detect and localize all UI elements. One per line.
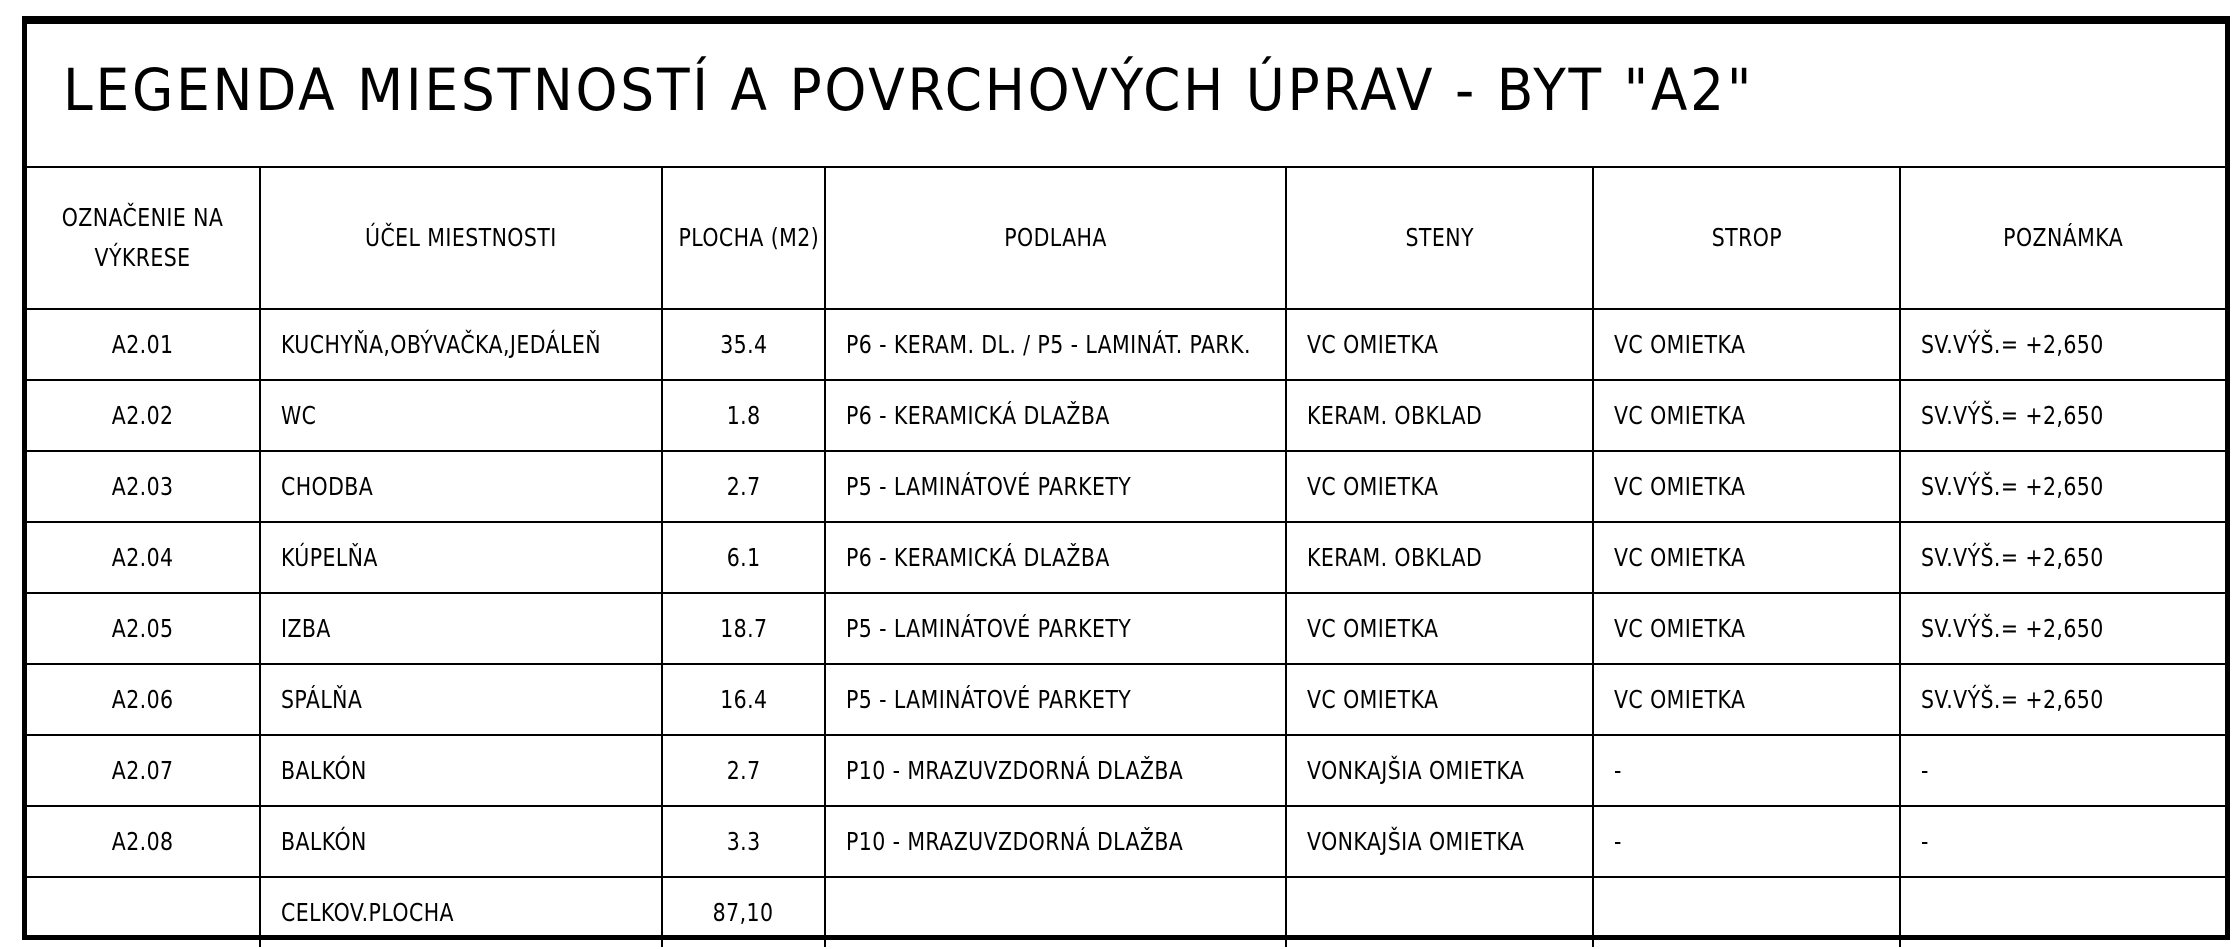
cell-code: A2.06 — [27, 664, 260, 735]
header-code-line2: VÝKRESE — [94, 243, 192, 272]
cell-note: SV.VÝŠ.= +2,650 — [1900, 451, 2225, 522]
header-note: POZNÁMKA — [1900, 168, 2225, 309]
table-row — [27, 309, 2225, 380]
cell-ceiling: VC OMIETKA — [1593, 309, 1900, 380]
table-row — [27, 380, 2225, 451]
cell-walls: VONKAJŠIA OMIETKA — [1286, 806, 1593, 877]
cell-code: A2.01 — [27, 309, 260, 380]
total-code — [27, 877, 260, 947]
cell-ceiling: VC OMIETKA — [1593, 664, 1900, 735]
table-row — [27, 593, 2225, 664]
cell-area: 2.7 — [662, 735, 825, 806]
cell-code: A2.03 — [27, 451, 260, 522]
cell-purpose: KUCHYŇA,OBÝVAČKA,JEDÁLEŇ — [260, 309, 662, 380]
cell-note: SV.VÝŠ.= +2,650 — [1900, 522, 2225, 593]
table-row — [27, 522, 2225, 593]
cell-walls: VONKAJŠIA OMIETKA — [1286, 735, 1593, 806]
cell-note: SV.VÝŠ.= +2,650 — [1900, 593, 2225, 664]
cell-ceiling: - — [1593, 806, 1900, 877]
cell-area: 35.4 — [662, 309, 825, 380]
cell-note: SV.VÝŠ.= +2,650 — [1900, 309, 2225, 380]
cell-walls: KERAM. OBKLAD — [1286, 522, 1593, 593]
cell-code: A2.02 — [27, 380, 260, 451]
cell-code: A2.04 — [27, 522, 260, 593]
cell-code: A2.08 — [27, 806, 260, 877]
cell-note: - — [1900, 735, 2225, 806]
cell-purpose: KÚPELŇA — [260, 522, 662, 593]
cell-walls: KERAM. OBKLAD — [1286, 380, 1593, 451]
total-empty-ceiling — [1593, 877, 1900, 947]
cell-area: 3.3 — [662, 806, 825, 877]
header-area: PLOCHA (M2) — [662, 168, 825, 309]
total-empty-note — [1900, 877, 2225, 947]
drawing-frame — [22, 16, 2230, 940]
cell-floor: P6 - KERAMICKÁ DLAŽBA — [825, 380, 1286, 451]
cell-note: SV.VÝŠ.= +2,650 — [1900, 664, 2225, 735]
cell-floor: P5 - LAMINÁTOVÉ PARKETY — [825, 664, 1286, 735]
header-floor: PODLAHA — [825, 168, 1286, 309]
cell-floor: P5 - LAMINÁTOVÉ PARKETY — [825, 593, 1286, 664]
cell-ceiling: VC OMIETKA — [1593, 380, 1900, 451]
total-empty-walls — [1286, 877, 1593, 947]
total-label: CELKOV.PLOCHA — [260, 877, 662, 947]
header-code-line1: OZNAČENIE NA — [62, 203, 224, 232]
cell-purpose: IZBA — [260, 593, 662, 664]
header-row — [27, 168, 2225, 309]
title-bar — [27, 24, 2225, 168]
cell-area: 6.1 — [662, 522, 825, 593]
total-row — [27, 877, 2225, 947]
cell-area: 1.8 — [662, 380, 825, 451]
header-purpose: ÚČEL MIESTNOSTI — [260, 168, 662, 309]
cell-ceiling: VC OMIETKA — [1593, 593, 1900, 664]
header-code — [27, 168, 260, 309]
cell-floor: P10 - MRAZUVZDORNÁ DLAŽBA — [825, 806, 1286, 877]
cell-code: A2.07 — [27, 735, 260, 806]
cell-area: 18.7 — [662, 593, 825, 664]
cell-floor: P5 - LAMINÁTOVÉ PARKETY — [825, 451, 1286, 522]
cell-purpose: CHODBA — [260, 451, 662, 522]
cell-walls: VC OMIETKA — [1286, 593, 1593, 664]
header-ceiling: STROP — [1593, 168, 1900, 309]
page-title: LEGENDA MIESTNOSTÍ A POVRCHOVÝCH ÚPRAV - BYT "A2" — [63, 56, 1755, 124]
table-row — [27, 664, 2225, 735]
cell-purpose: WC — [260, 380, 662, 451]
cell-walls: VC OMIETKA — [1286, 309, 1593, 380]
cell-area: 2.7 — [662, 451, 825, 522]
cell-note: SV.VÝŠ.= +2,650 — [1900, 380, 2225, 451]
total-empty-floor — [825, 877, 1286, 947]
table-row — [27, 735, 2225, 806]
cell-purpose: BALKÓN — [260, 806, 662, 877]
cell-ceiling: VC OMIETKA — [1593, 451, 1900, 522]
cell-note: - — [1900, 806, 2225, 877]
cell-purpose: SPÁLŇA — [260, 664, 662, 735]
cell-code: A2.05 — [27, 593, 260, 664]
cell-area: 16.4 — [662, 664, 825, 735]
cell-walls: VC OMIETKA — [1286, 664, 1593, 735]
cell-floor: P6 - KERAMICKÁ DLAŽBA — [825, 522, 1286, 593]
cell-walls: VC OMIETKA — [1286, 451, 1593, 522]
table-row — [27, 451, 2225, 522]
table-row — [27, 806, 2225, 877]
cell-ceiling: VC OMIETKA — [1593, 522, 1900, 593]
cell-ceiling: - — [1593, 735, 1900, 806]
cell-floor: P10 - MRAZUVZDORNÁ DLAŽBA — [825, 735, 1286, 806]
header-walls: STENY — [1286, 168, 1593, 309]
cell-floor: P6 - KERAM. DL. / P5 - LAMINÁT. PARK. — [825, 309, 1286, 380]
total-area: 87,10 — [662, 877, 825, 947]
room-legend-table — [27, 168, 2225, 947]
cell-purpose: BALKÓN — [260, 735, 662, 806]
